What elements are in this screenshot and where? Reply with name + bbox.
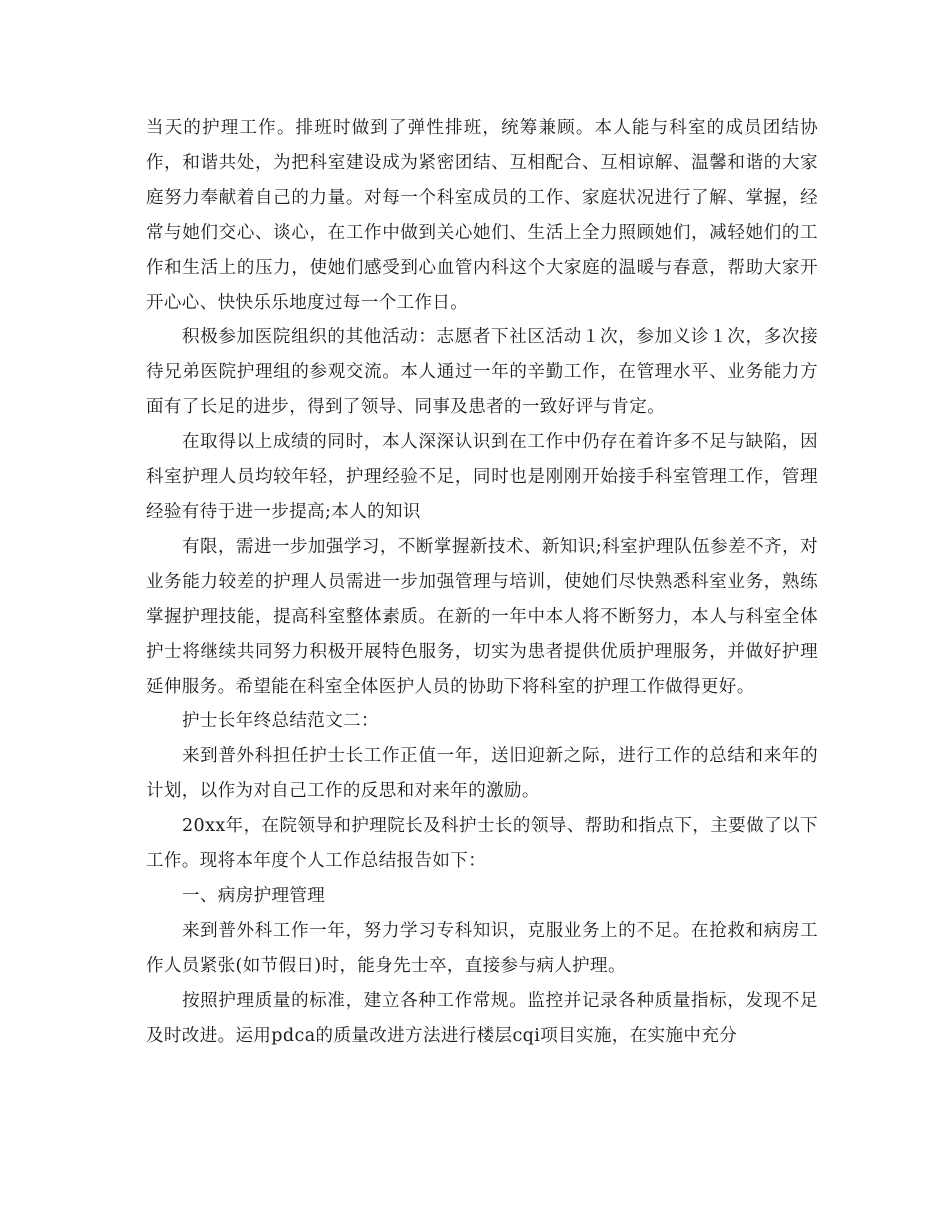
paragraph-5: 来到普外科担任护士长工作正值一年，送旧迎新之际，进行工作的总结和来年的计划，以作为对自己工作的反思和对来年的激励。	[146, 746, 818, 802]
section-heading-sample-two: 护士长年终总结范文二：	[182, 711, 379, 732]
section-heading-ward-management: 一、病房护理管理	[182, 885, 326, 906]
document-body	[146, 111, 818, 1053]
paragraph-4: 有限，需进一步加强学习，不断掌握新技术、新知识;科室护理队伍参差不齐，对业务能力较差的护理人员需进一步加强管理与培训，使她们尽快熟悉科室业务，熟练掌握护理技能，提高科室整体素质。在新的一年中本人将不断努力，本人与科室全体护士将继续共同努力积极开展特色服务，切实为患者提供优质护理服务，并做好护理延伸服务。希望能在科室全体医护人员的协助下将科室的护理工作做得更好。	[146, 536, 818, 697]
paragraph-8: 按照护理质量的标准，建立各种工作常规。监控并记录各种质量指标，发现不足及时改进。运用pdca的质量改进方法进行楼层cqi项目实施，在实施中充分	[146, 990, 818, 1046]
paragraph-7: 来到普外科工作一年，努力学习专科知识，克服业务上的不足。在抢救和病房工作人员紧张(如节假日)时，能身先士卒，直接参与病人护理。	[146, 920, 818, 976]
paragraph-3: 在取得以上成绩的同时，本人深深认识到在工作中仍存在着许多不足与缺陷，因科室护理人员均较年轻，护理经验不足，同时也是刚刚开始接手科室管理工作，管理经验有待于进一步提高;本人的知识	[146, 432, 818, 522]
paragraph-1: 当天的护理工作。排班时做到了弹性排班，统筹兼顾。本人能与科室的成员团结协作，和谐共处，为把科室建设成为紧密团结、互相配合、互相谅解、温馨和谐的大家庭努力奉献着自己的力量。对每一个科室成员的工作、家庭状况进行了解、掌握，经常与她们交心、谈心，在工作中做到关心她们、生活上全力照顾她们，减轻她们的工作和生活上的压力，使她们感受到心血管内科这个大家庭的温暖与春意，帮助大家开开心心、快快乐乐地度过每一个工作日。	[146, 118, 818, 313]
paragraph-6: 20xx年，在院领导和护理院长及科护士长的领导、帮助和指点下，主要做了以下工作。现将本年度个人工作总结报告如下：	[146, 816, 818, 872]
paragraph-2: 积极参加医院组织的其他活动：志愿者下社区活动１次，参加义诊１次，多次接待兄弟医院护理组的参观交流。本人通过一年的辛勤工作，在管理水平、业务能力方面有了长足的进步，得到了领导、同事及患者的一致好评与肯定。	[146, 327, 818, 418]
